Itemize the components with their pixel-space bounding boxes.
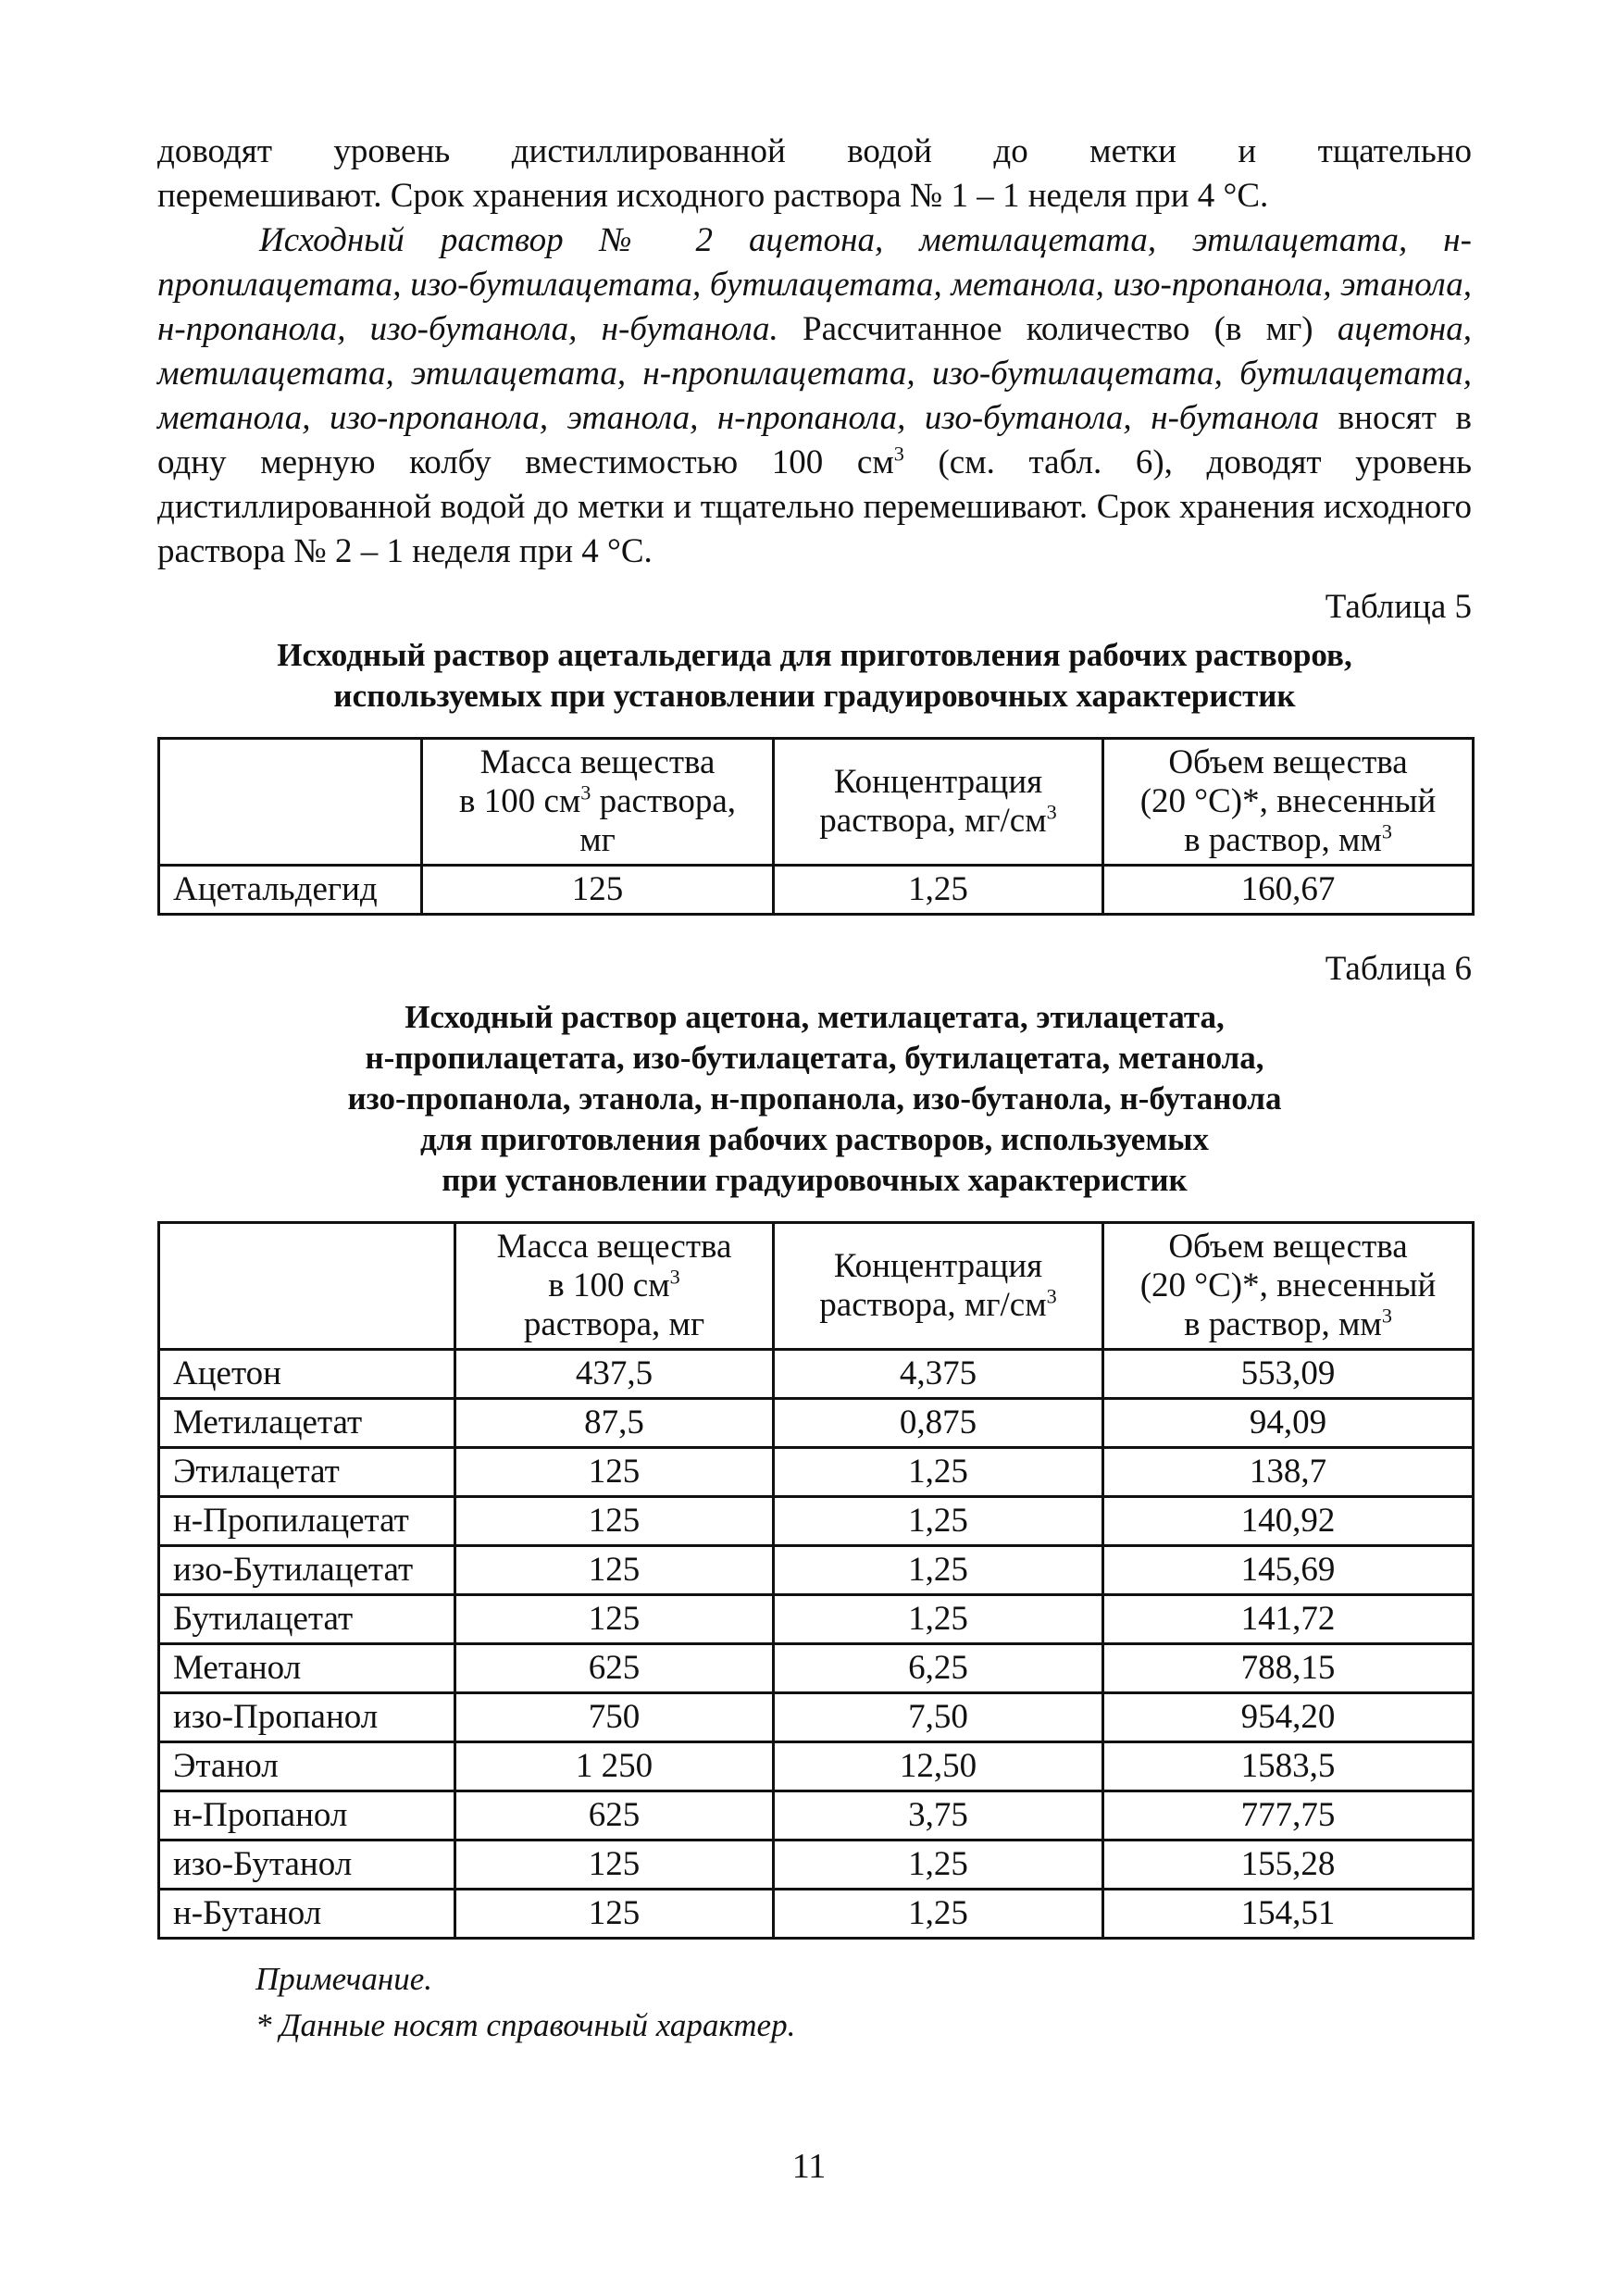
header-mass-c: раствора, мг (523, 1305, 705, 1343)
table-cell-name: Ацетальдегид (159, 866, 422, 915)
paragraph-1-line-1: доводят уровень дистиллированной водой до метки и тщательно (157, 132, 1472, 170)
table-6-label: Таблица 6 (1325, 950, 1472, 988)
table-6-title-line: Исходный раствор ацетона, метилацетата, этилацетата, (404, 999, 1225, 1035)
table-6-title-line: для приготовления рабочих растворов, используемых (420, 1121, 1209, 1157)
table-cell-mass: 437,5 (455, 1350, 774, 1399)
table-row (159, 1350, 1474, 1399)
table-cell-mass: 1 250 (455, 1742, 774, 1791)
table-row (159, 1742, 1474, 1791)
table-cell-name: изо-Бутанол (159, 1841, 455, 1890)
table-cell-conc: 1,25 (774, 1595, 1103, 1644)
table-cell-vol: 160,67 (1103, 866, 1474, 915)
table-cell-name: изо-Бутилацетат (159, 1546, 455, 1595)
table-cell-mass: 125 (455, 1890, 774, 1939)
table-5-header-empty (159, 739, 422, 866)
table-cell-conc: 4,375 (774, 1350, 1103, 1399)
table-6-header-row (159, 1223, 1474, 1350)
table-cell-conc: 1,25 (774, 1497, 1103, 1546)
table-cell-name: Метанол (159, 1644, 455, 1693)
header-conc-sup: 3 (1046, 1284, 1057, 1308)
table-cell-name: Ацетон (159, 1350, 455, 1399)
paragraph-1-line-2: перемешивают. Срок хранения исходного раствора № 1 – 1 неделя при 4 °C. (157, 177, 1269, 215)
table-cell-conc: 0,875 (774, 1399, 1103, 1448)
table-row (159, 1791, 1474, 1841)
header-mass-b: в 100 см (548, 1267, 670, 1304)
table-cell-mass: 125 (455, 1595, 774, 1644)
header-vol-sup: 3 (1381, 819, 1392, 843)
paragraph-2-italic-a: Исходный раствор № 2 ацетона, метилацетата, этилацетата, н-пропилацетата, изо-бутилацетата, бутилацетата, метанола, изо-пропанола, этанола, н-пропанола, изо-бутанола, н-бутанола. (157, 221, 1472, 348)
table-cell-vol: 145,69 (1103, 1546, 1474, 1595)
note-text: * Данные носят справочный характер. (255, 2007, 796, 2043)
table-6-title (157, 997, 1472, 1201)
table-cell-vol: 155,28 (1103, 1841, 1474, 1890)
table-cell-vol: 1583,5 (1103, 1742, 1474, 1791)
table-row (159, 1841, 1474, 1890)
table-6-title-line: н-пропилацетата, изо-бутилацетата, бутилацетата, метанола, (365, 1040, 1264, 1076)
table-cell-name: н-Пропанол (159, 1791, 455, 1841)
table-6-title-line: при установлении градуировочных характеристик (442, 1162, 1188, 1198)
table-note (157, 1956, 1472, 2049)
header-mass-b: в 100 см (458, 782, 581, 820)
table-5-label: Таблица 5 (1325, 588, 1472, 626)
table-6-header-empty (159, 1223, 455, 1350)
table-cell-vol: 94,09 (1103, 1399, 1474, 1448)
table-cell-vol: 141,72 (1103, 1595, 1474, 1644)
table-5-title (157, 635, 1472, 717)
table-5-title-line: используемых при установлении градуировочных характеристик (333, 678, 1296, 714)
header-mass-sup: 3 (580, 780, 591, 805)
table-6-header-vol (1103, 1223, 1474, 1350)
table-cell-name: Метилацетат (159, 1399, 455, 1448)
header-conc-sup: 3 (1046, 800, 1057, 824)
table-cell-mass: 750 (455, 1693, 774, 1742)
page-number: 11 (791, 2147, 827, 2186)
header-mass-d: мг (579, 821, 616, 859)
header-conc-b: раствора, мг/см (819, 1286, 1047, 1324)
table-cell-conc: 3,75 (774, 1791, 1103, 1841)
table-cell-name: н-Бутанол (159, 1890, 455, 1939)
table-6-header-conc (774, 1223, 1103, 1350)
table-5-header-vol (1103, 739, 1474, 866)
table-cell-conc: 1,25 (774, 1841, 1103, 1890)
table-cell-vol: 553,09 (1103, 1350, 1474, 1399)
table-row (159, 1448, 1474, 1497)
table-cell-vol: 138,7 (1103, 1448, 1474, 1497)
table-cell-mass: 125 (455, 1841, 774, 1890)
table-6 (157, 1221, 1475, 1940)
paragraph-2-text-b: вносят в одну мерную колбу вместимостью 100 см (157, 399, 1472, 481)
table-cell-name: изо-Пропанол (159, 1693, 455, 1742)
table-cell-vol: 954,20 (1103, 1693, 1474, 1742)
header-conc-b: раствора, мг/см (819, 802, 1047, 840)
table-5-header-mass (422, 739, 774, 866)
table-cell-vol: 788,15 (1103, 1644, 1474, 1693)
table-row (159, 1399, 1474, 1448)
table-cell-name: Бутилацетат (159, 1595, 455, 1644)
table-cell-mass: 125 (455, 1546, 774, 1595)
header-vol-b: (20 °C)*, внесенный (1139, 1267, 1437, 1304)
table-5-header-row (159, 739, 1474, 866)
header-vol-b: (20 °C)*, внесенный (1139, 782, 1437, 820)
table-cell-mass: 625 (455, 1644, 774, 1693)
table-row (159, 866, 1474, 915)
table-row (159, 1595, 1474, 1644)
table-5-title-line: Исходный раствор ацетальдегида для приготовления рабочих растворов, (277, 637, 1352, 673)
table-cell-mass: 87,5 (455, 1399, 774, 1448)
header-conc-a: Концентрация (833, 763, 1043, 801)
table-cell-mass: 125 (455, 1448, 774, 1497)
paragraph-2-sup: 3 (893, 442, 904, 466)
paragraph-2 (157, 218, 1472, 574)
table-cell-name: н-Пропилацетат (159, 1497, 455, 1546)
note-title: Примечание. (255, 1961, 433, 1997)
table-cell-conc: 6,25 (774, 1644, 1103, 1693)
header-mass-sup: 3 (669, 1265, 680, 1289)
header-vol-a: Объем вещества (1168, 1228, 1408, 1266)
header-mass-c: раствора, (591, 782, 737, 820)
table-cell-name: Этилацетат (159, 1448, 455, 1497)
table-cell-conc: 7,50 (774, 1693, 1103, 1742)
table-cell-vol: 777,75 (1103, 1791, 1474, 1841)
header-conc-a: Концентрация (833, 1247, 1043, 1285)
paragraph-2-text-c: (см. табл. 6), доводят уровень дистиллированной водой до метки и тщательно перемешивают. Срок хранения исходного раствора № 2 – 1 неделя при 4 °C. (157, 443, 1472, 570)
header-vol-a: Объем вещества (1168, 743, 1408, 781)
table-5 (157, 737, 1475, 916)
header-vol-c: в раствор, мм (1184, 1305, 1382, 1343)
table-cell-vol: 154,51 (1103, 1890, 1474, 1939)
table-cell-mass: 625 (455, 1791, 774, 1841)
table-cell-mass: 125 (455, 1497, 774, 1546)
table-row (159, 1644, 1474, 1693)
table-cell-conc: 1,25 (774, 866, 1103, 915)
table-row (159, 1693, 1474, 1742)
table-cell-conc: 12,50 (774, 1742, 1103, 1791)
table-row (159, 1890, 1474, 1939)
table-6-title-line: изо-пропанола, этанола, н-пропанола, изо-бутанола, н-бутанола (347, 1080, 1282, 1117)
table-cell-name: Этанол (159, 1742, 455, 1791)
table-cell-conc: 1,25 (774, 1546, 1103, 1595)
table-row (159, 1497, 1474, 1546)
table-cell-vol: 140,92 (1103, 1497, 1474, 1546)
table-5-header-conc (774, 739, 1103, 866)
header-vol-sup: 3 (1381, 1304, 1392, 1328)
table-cell-mass: 125 (422, 866, 774, 915)
header-mass-a: Масса вещества (479, 743, 716, 781)
page-content (157, 130, 1472, 2049)
table-cell-conc: 1,25 (774, 1890, 1103, 1939)
table-cell-conc: 1,25 (774, 1448, 1103, 1497)
paragraph-2-italic-b: ацетона, метилацетата, этилацетата, н-пропилацетата, изо-бутилацетата, бутилацетата, метанола, изо-пропанола, этанола, н-пропанола, изо-бутанола, н-бутанола (157, 310, 1472, 437)
paragraph-2-text-a: Рассчитанное количество (в мг) (778, 310, 1338, 348)
header-mass-a: Масса вещества (496, 1228, 732, 1266)
header-vol-c: в раствор, мм (1184, 821, 1382, 859)
table-6-header-mass (455, 1223, 774, 1350)
table-row (159, 1546, 1474, 1595)
